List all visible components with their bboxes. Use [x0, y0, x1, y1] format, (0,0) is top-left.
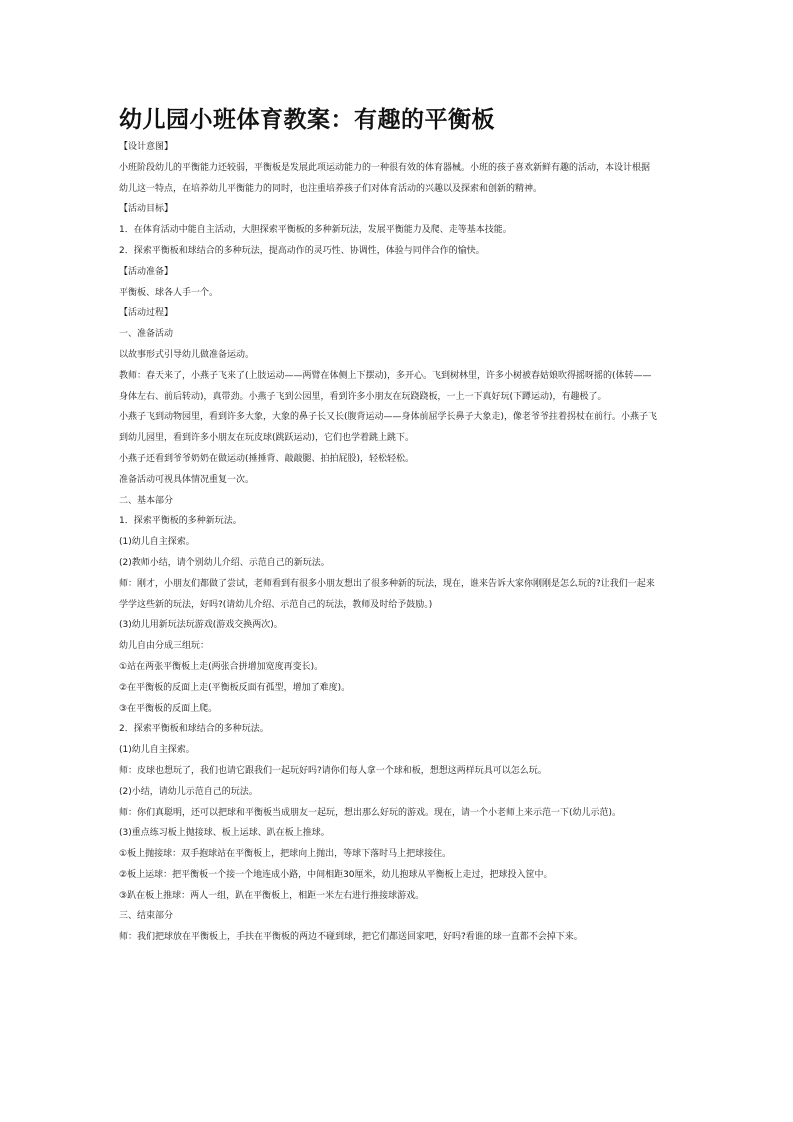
text-line: 平衡板、球各人手一个。 — [119, 287, 219, 298]
text-line: ②在平衡板的反面上走(平衡板反面有孤型，增加了难度)。 — [119, 682, 351, 693]
document-body — [119, 137, 679, 948]
text-line: 2．探索平衡板和球结合的多种玩法，提高动作的灵巧性、协调性，体验与同伴合作的愉快。 — [119, 245, 485, 256]
text-line: 准备活动可视具体情况重复一次。 — [119, 474, 255, 485]
text-line: 师：刚才，小朋友们都做了尝试，老师看到有很多小朋友想出了很多种新的玩法，现在，谁来告诉大家你刚刚是怎么玩的?让我们一起来 — [119, 578, 655, 589]
text-line: 教师：春天来了，小燕子飞来了(上肢运动——两臂在体侧上下摆动)，多开心。飞到树林里，许多小树被春姑娘吹得摇呀摇的(体转—— — [119, 370, 652, 381]
text-line: 以故事形式引导幼儿做准备运动。 — [119, 349, 255, 360]
text-line: ①板上抛接球：双手抱球站在平衡板上，把球向上抛出，等球下落时马上把球接住。 — [119, 849, 452, 860]
text-line: 师：皮球也想玩了，我们也请它跟我们一起玩好吗?请你们每人拿一个球和板，想想这两样玩具可以怎么玩。 — [119, 765, 547, 776]
text-line: (2)小结，请幼儿示范自己的玩法。 — [119, 786, 258, 797]
text-line: (3)重点练习板上抛接球、板上运球、趴在板上推球。 — [119, 828, 330, 839]
text-line: (3)幼儿用新玩法玩游戏(游戏交换两次)。 — [119, 620, 283, 631]
text-line: (2)教师小结，请个别幼儿介绍、示范自己的新玩法。 — [119, 557, 330, 568]
text-line: 1．探索平衡板的多种新玩法。 — [119, 516, 242, 527]
text-line: 小燕子还看到爷爷奶奶在做运动(捶捶背、敲敲腿、拍拍屁股)，轻松轻松。 — [119, 453, 415, 464]
text-line: 二、基本部分 — [119, 495, 174, 506]
text-line: 【设计意图】 — [119, 142, 174, 152]
text-line: 幼儿这一特点，在培养幼儿平衡能力的同时，也注重培养孩子们对体育活动的兴趣以及探索和创新的精神。 — [119, 183, 543, 194]
text-line: 师：我们把球放在平衡板上，手扶在平衡板的两边不碰到球，把它们都送回家吧，好吗?看谁的球一直都不会掉下来。 — [119, 932, 583, 943]
text-line: ①站在两张平衡板上走(两张合拼增加宽度再变长)。 — [119, 661, 324, 672]
text-line: 小班阶段幼儿的平衡能力还较弱，平衡板是发展此项运动能力的一种很有效的体育器械。小班的孩子喜欢新鲜有趣的活动，本设计根据 — [119, 162, 651, 173]
text-line: 三、结束部分 — [119, 911, 174, 922]
text-line: 师：你们真聪明，还可以把球和平衡板当成朋友一起玩，想出那么好玩的游戏。现在，请一个小老师上来示范一下(幼儿示范)。 — [119, 807, 622, 818]
text-line: 幼儿自由分成三组玩： — [119, 641, 210, 652]
text-line: (1)幼儿自主探索。 — [119, 537, 195, 548]
text-line: 【活动过程】 — [119, 308, 174, 319]
text-line: 【活动目标】 — [119, 204, 174, 215]
text-line: 【活动准备】 — [119, 266, 174, 277]
text-line: 到幼儿园里，看到许多小朋友在玩皮球(跳跃运动)，它们也学着跳上跳下。 — [119, 433, 415, 444]
document-title: 幼儿园小班体育教案：有趣的平衡板 — [119, 106, 495, 133]
text-line: 1．在体育活动中能自主活动，大胆探索平衡板的多种新玩法，发展平衡能力及爬、走等基本技能。 — [119, 225, 512, 236]
text-line: ②板上运球：把平衡板一个接一个地连成小路，中间相距30厘米，幼儿抱球从平衡板上走过，把球投入筐中。 — [119, 869, 553, 880]
text-line: 2．探索平衡板和球结合的多种玩法。 — [119, 724, 269, 735]
text-line: 一、准备活动 — [119, 329, 174, 340]
text-line: ③在平衡板的反面上爬。 — [119, 703, 218, 714]
text-line: 学学这些新的玩法，好吗?(请幼儿介绍、示范自己的玩法，教师及时给予鼓励。) — [119, 599, 433, 610]
text-line: 小燕子飞到动物园里，看到许多大象，大象的鼻子长又长(腹背运动——身体前屈学长鼻子大象走)，像老爷爷拄着拐杖在前行。小燕子飞 — [119, 412, 658, 423]
text-line: ③趴在板上推球：两人一组，趴在平衡板上，相距一米左右进行推接球游戏。 — [119, 890, 425, 901]
text-line: (1)幼儿自主探索。 — [119, 745, 195, 756]
text-line: 身体左右、前后转动)，真带劲。小燕子飞到公园里，看到许多小朋友在玩跷跷板，一上一下真好玩(下蹲运动)，有趣极了。 — [119, 391, 607, 402]
